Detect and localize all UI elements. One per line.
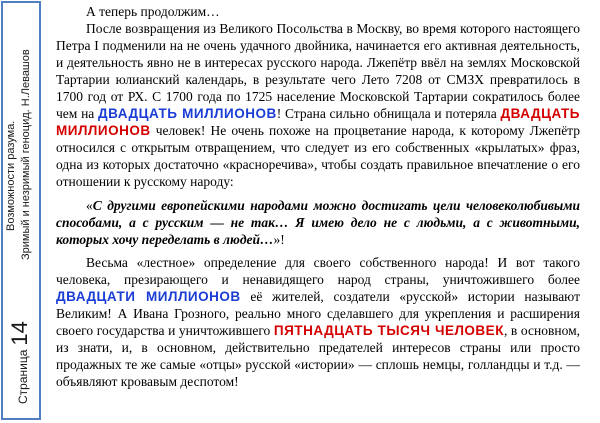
highlight-blue: ДВАДЦАТИ МИЛЛИОНОВ: [56, 288, 241, 304]
page-number-label: [7, 321, 33, 404]
quote-open: «: [86, 197, 93, 213]
quote-close: »!: [273, 231, 285, 247]
page-sidebar: [0, 0, 48, 423]
page-word: Страница: [16, 349, 30, 404]
paragraph-quote: [56, 197, 580, 248]
document-body: [56, 3, 580, 390]
text-run: её жителей, создатели «русской» истории называют Великим! А Ивана Грозного, реально много сделавшего для укрепления и расширения своего государства и уничтожившего: [56, 288, 580, 338]
paragraph-history: [56, 20, 580, 190]
page-number: 14: [7, 321, 32, 346]
sidebar-title-line1: Возможности разума.: [5, 120, 17, 231]
text-run: ! Страна сильно обнищала и потеряла: [276, 106, 501, 122]
text-run: человек! Не очень похоже на процветание народа, к которому Лжепётр относился с открытым отвращением, что следует из его собственных «крылатых» фраз, одна из которых достаточно «красноречива», чтобы создать правильное впечатление о его отношении к русскому народу:: [56, 123, 580, 190]
text-run: После возвращения из Великого Посольства в Москву, во время которого настоящего Петра I подменили на не очень удачного двойника, начинается его активная деятельность, и деятельность явно не в интересах русского народа. Лжепётр ввёл на землях Московской Тартарии юлианский календарь, в результате чего Лето 7208 от СМЗХ превратилось в 1700 год от РХ. С 1700 года по 1725 население Московской Тартарии сократилось более чем на: [56, 21, 580, 122]
sidebar-title-line2: Зримый и незримый геноцид. Н.Левашов: [20, 49, 32, 260]
paragraph-intro: А теперь продолжим…: [86, 4, 220, 19]
quote-text: С другими европейскими народами можно достигать цели человеколюбивыми способами, а с русским — не так… Я имею дело не с людьми, а с животными, которых хочу переделать в людей…: [56, 197, 580, 247]
highlight-blue: ДВАДЦАТЬ МИЛЛИОНОВ: [98, 106, 277, 122]
paragraph-comment: [56, 254, 580, 390]
text-run: Весьма «лестное» определение для своего собственного народа! И вот такого человека, презирающего и ненавидящего народ страны, уничтожившего более: [56, 254, 580, 287]
highlight-red: ПЯТНАДЦАТЬ ТЫСЯЧ ЧЕЛОВЕК: [273, 322, 504, 338]
text-run: , в основном, из знати, и, в основном, действительно предателей интересов страны или просто продажных те же самые «отцы» русской «истории» — сплошь немцы, голландцы и т.д. — объявляют кровавым деспотом!: [56, 322, 580, 389]
highlight-red: ДВАДЦАТЬ МИЛЛИОНОВ: [56, 106, 580, 139]
